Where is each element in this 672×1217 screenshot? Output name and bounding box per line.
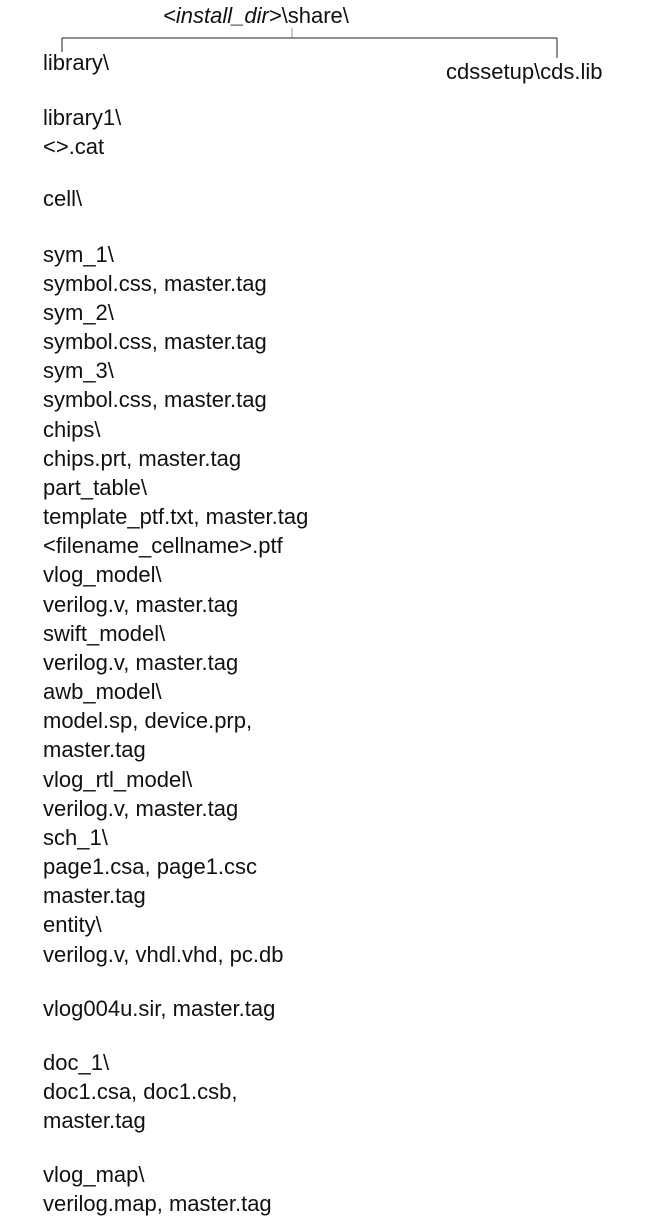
tree-entry: verilog.map, master.tag <box>43 1191 272 1216</box>
tree-entry: symbol.css, master.tag <box>43 329 267 354</box>
tree-entry: page1.csa, page1.csc <box>43 854 258 879</box>
tree-entry: library1\ <box>43 105 122 130</box>
tree-entry: <>.cat <box>43 134 105 159</box>
share-directory-suffix: \share\ <box>281 3 349 28</box>
tree-entry: verilog.v, vhdl.vhd, pc.db <box>43 942 284 967</box>
tree-entry: model.sp, device.prp, <box>43 708 253 733</box>
tree-entry: symbol.css, master.tag <box>43 271 267 296</box>
tree-entry: swift_model\ <box>43 621 166 646</box>
tree-entry: chips\ <box>43 417 101 442</box>
tree-entry: chips.prt, master.tag <box>43 446 242 471</box>
tree-entry: part_table\ <box>43 475 147 500</box>
tree-entry: master.tag <box>43 737 146 762</box>
tree-entry: vlog004u.sir, master.tag <box>43 996 276 1021</box>
tree-entry: sym_3\ <box>43 358 114 383</box>
tree-entry: master.tag <box>43 1108 146 1133</box>
tree-entry: cell\ <box>43 186 83 211</box>
tree-entry: verilog.v, master.tag <box>43 650 239 675</box>
tree-entry: <filename_cellname>.ptf <box>43 533 283 558</box>
tree-entry: symbol.css, master.tag <box>43 387 267 412</box>
tree-entry: master.tag <box>43 883 146 908</box>
tree-entry: vlog_map\ <box>43 1162 145 1187</box>
tree-entry: doc_1\ <box>43 1050 110 1075</box>
cdssetup-branch-label: cdssetup\cds.lib <box>446 59 603 84</box>
tree-entry: doc1.csa, doc1.csb, <box>43 1079 238 1104</box>
tree-entry: sym_1\ <box>43 242 114 267</box>
tree-entry: sym_2\ <box>43 300 114 325</box>
tree-entry: sch_1\ <box>43 825 108 850</box>
tree-entry: verilog.v, master.tag <box>43 796 239 821</box>
install-dir-placeholder: <install_dir> <box>163 3 282 28</box>
library-branch-label: library\ <box>43 50 110 75</box>
tree-entry: awb_model\ <box>43 679 162 704</box>
tree-entry: entity\ <box>43 912 102 937</box>
tree-entry: verilog.v, master.tag <box>43 592 239 617</box>
tree-entry: vlog_rtl_model\ <box>43 767 193 792</box>
tree-entry: template_ptf.txt, master.tag <box>43 504 309 529</box>
tree-entry: vlog_model\ <box>43 562 162 587</box>
